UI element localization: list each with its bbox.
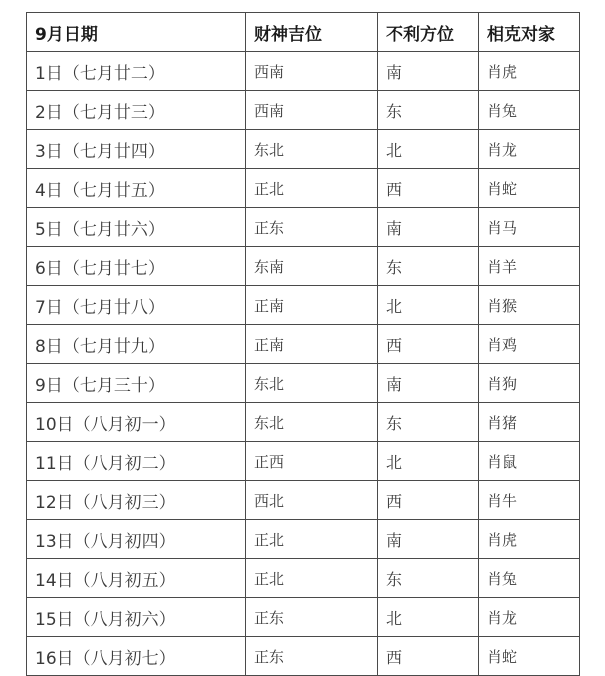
table-row — [27, 637, 580, 676]
table-row — [27, 247, 580, 286]
zodiac-cell: 肖虎 — [479, 52, 580, 91]
table-row — [27, 286, 580, 325]
date-cell: 5日（七月廿六） — [27, 208, 246, 247]
zodiac-cell: 肖猪 — [479, 403, 580, 442]
bad-cell: 北 — [378, 598, 479, 637]
table-row — [27, 364, 580, 403]
zodiac-cell: 肖蛇 — [479, 169, 580, 208]
date-cell: 1日（七月廿二） — [27, 52, 246, 91]
bad-cell: 北 — [378, 130, 479, 169]
wealth-cell: 东南 — [246, 247, 378, 286]
date-cell: 15日（八月初六） — [27, 598, 246, 637]
zodiac-cell: 肖虎 — [479, 520, 580, 559]
wealth-cell: 正西 — [246, 442, 378, 481]
header-clashing-zodiac: 相克对家 — [479, 13, 580, 52]
bad-cell: 东 — [378, 247, 479, 286]
zodiac-cell: 肖猴 — [479, 286, 580, 325]
wealth-cell: 正东 — [246, 637, 378, 676]
date-cell: 8日（七月廿九） — [27, 325, 246, 364]
date-cell: 4日（七月廿五） — [27, 169, 246, 208]
zodiac-cell: 肖蛇 — [479, 637, 580, 676]
zodiac-cell: 肖鸡 — [479, 325, 580, 364]
table-row — [27, 130, 580, 169]
wealth-cell: 西南 — [246, 52, 378, 91]
bad-cell: 南 — [378, 208, 479, 247]
zodiac-cell: 肖羊 — [479, 247, 580, 286]
bad-cell: 南 — [378, 520, 479, 559]
table-row — [27, 52, 580, 91]
table-row — [27, 208, 580, 247]
wealth-cell: 正南 — [246, 286, 378, 325]
date-cell: 14日（八月初五） — [27, 559, 246, 598]
table-row — [27, 442, 580, 481]
table-row — [27, 520, 580, 559]
date-cell: 11日（八月初二） — [27, 442, 246, 481]
date-cell: 7日（七月廿八） — [27, 286, 246, 325]
bad-cell: 西 — [378, 169, 479, 208]
zodiac-cell: 肖狗 — [479, 364, 580, 403]
bad-cell: 西 — [378, 325, 479, 364]
table-row — [27, 169, 580, 208]
wealth-cell: 正北 — [246, 169, 378, 208]
header-unfavorable-direction: 不利方位 — [378, 13, 479, 52]
wealth-cell: 正东 — [246, 208, 378, 247]
bad-cell: 东 — [378, 559, 479, 598]
table-body — [27, 52, 580, 676]
bad-cell: 北 — [378, 442, 479, 481]
table-row — [27, 403, 580, 442]
date-cell: 2日（七月廿三） — [27, 91, 246, 130]
zodiac-cell: 肖兔 — [479, 91, 580, 130]
fortune-table — [26, 12, 580, 676]
wealth-cell: 正东 — [246, 598, 378, 637]
header-wealth-direction: 财神吉位 — [246, 13, 378, 52]
table-row — [27, 598, 580, 637]
date-cell: 10日（八月初一） — [27, 403, 246, 442]
date-cell: 3日（七月廿四） — [27, 130, 246, 169]
date-cell: 16日（八月初七） — [27, 637, 246, 676]
bad-cell: 北 — [378, 286, 479, 325]
bad-cell: 西 — [378, 481, 479, 520]
zodiac-cell: 肖兔 — [479, 559, 580, 598]
wealth-cell: 西南 — [246, 91, 378, 130]
bad-cell: 西 — [378, 637, 479, 676]
wealth-cell: 东北 — [246, 364, 378, 403]
zodiac-cell: 肖龙 — [479, 598, 580, 637]
zodiac-cell: 肖龙 — [479, 130, 580, 169]
wealth-cell: 西北 — [246, 481, 378, 520]
date-cell: 12日（八月初三） — [27, 481, 246, 520]
wealth-cell: 正南 — [246, 325, 378, 364]
wealth-cell: 正北 — [246, 520, 378, 559]
wealth-cell: 东北 — [246, 403, 378, 442]
table-row — [27, 559, 580, 598]
header-row — [27, 13, 580, 52]
bad-cell: 东 — [378, 403, 479, 442]
table-row — [27, 481, 580, 520]
bad-cell: 东 — [378, 91, 479, 130]
table-row — [27, 325, 580, 364]
wealth-cell: 正北 — [246, 559, 378, 598]
date-cell: 13日（八月初四） — [27, 520, 246, 559]
table-row — [27, 91, 580, 130]
header-date: 9月日期 — [27, 13, 246, 52]
bad-cell: 南 — [378, 364, 479, 403]
zodiac-cell: 肖马 — [479, 208, 580, 247]
table-header — [27, 13, 580, 52]
bad-cell: 南 — [378, 52, 479, 91]
zodiac-cell: 肖牛 — [479, 481, 580, 520]
wealth-cell: 东北 — [246, 130, 378, 169]
date-cell: 6日（七月廿七） — [27, 247, 246, 286]
date-cell: 9日（七月三十） — [27, 364, 246, 403]
zodiac-cell: 肖鼠 — [479, 442, 580, 481]
